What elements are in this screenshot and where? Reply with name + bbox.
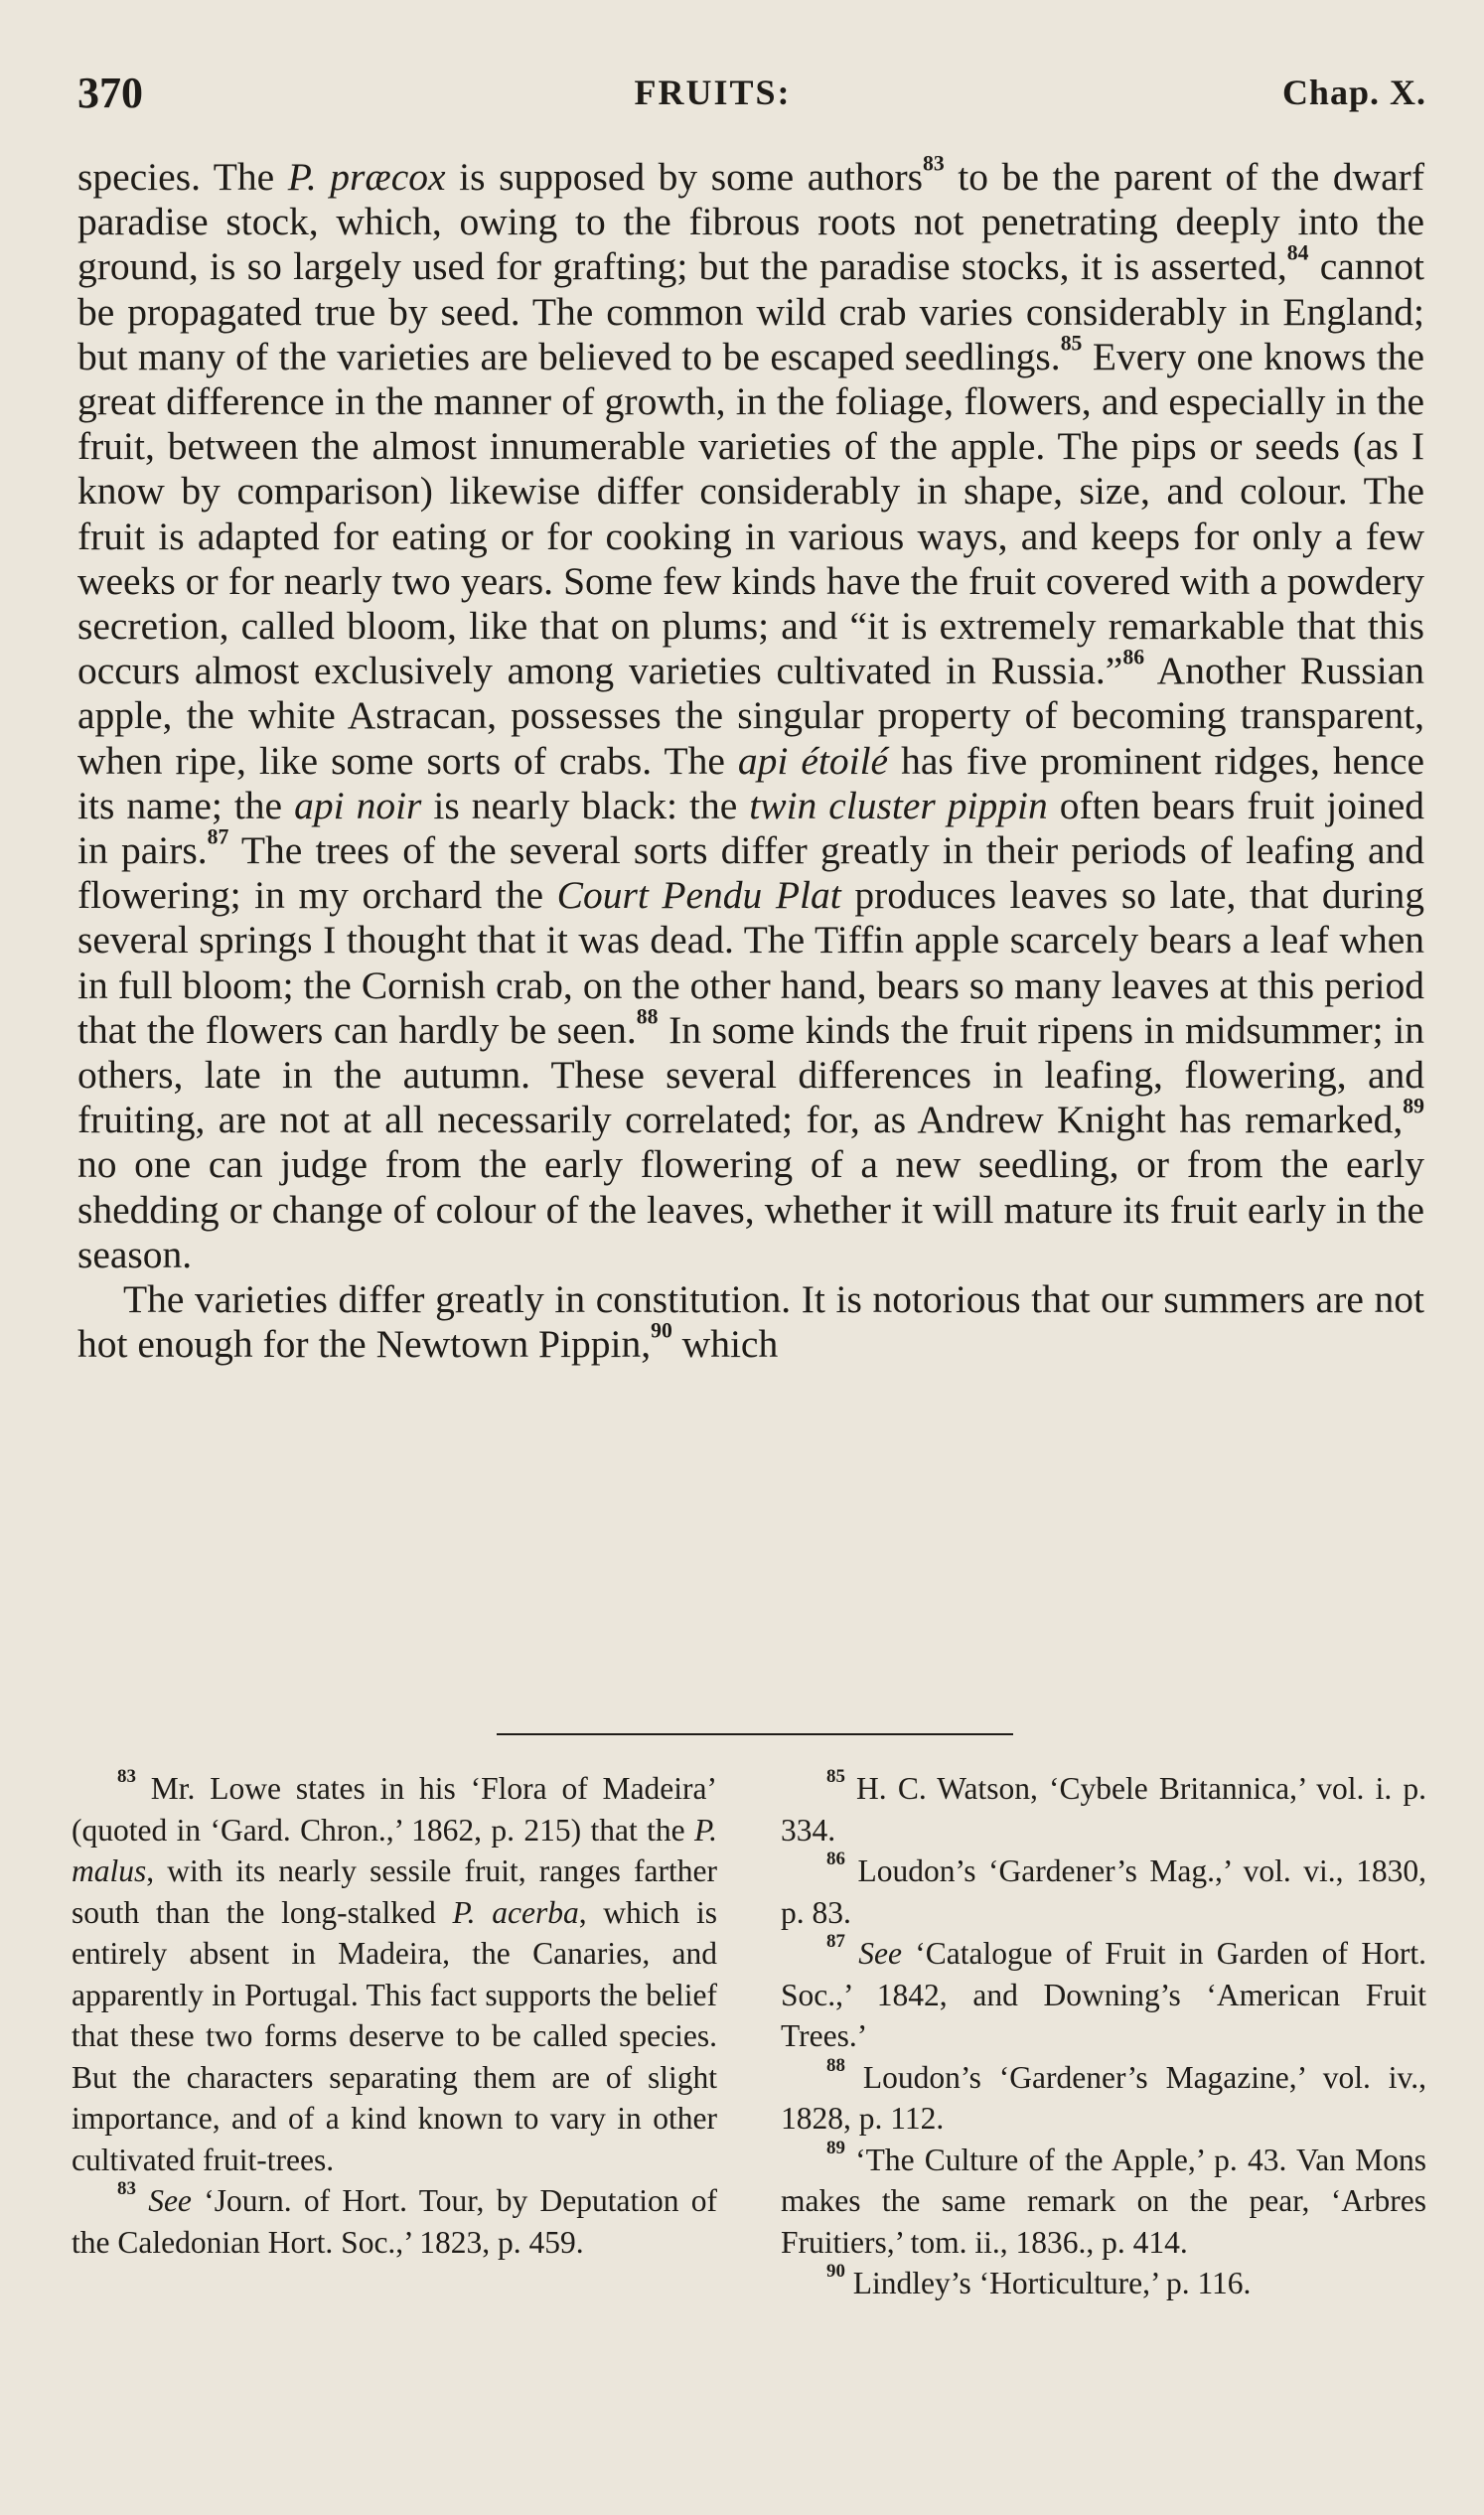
footnote-number: 87	[826, 1931, 845, 1952]
text-run: In some kinds the fruit ripens in midsummer; in others, late in the autumn. These several differences in leafing, flowering, and fruiting, are not at all necessarily correlated; for, as Andrew Knight has remarked,	[77, 1007, 1424, 1142]
text-run: to be the parent of the dwarf paradise stock, which, owing to the fibrous roots not penetrating deeply into the ground, is so largely used for grafting; but the paradise stocks, it is asserted,	[77, 155, 1424, 289]
italic-term: twin cluster pippin	[749, 783, 1048, 827]
footnote-ref: 83	[923, 151, 945, 176]
text-run: , with its nearly sessile fruit, ranges farther south than the long-stalked	[72, 1853, 717, 1930]
footnote-87	[781, 1933, 1426, 2057]
text-run: Loudon’s ‘Gardener’s Mag.,’ vol. vi., 1830, p. 83.	[781, 1853, 1426, 1930]
text-run: has five prominent ridges, hence its name; the	[77, 738, 1425, 827]
footnote-83	[72, 1768, 717, 2180]
footnote-number: 86	[826, 1849, 845, 1869]
text-run: which	[671, 1322, 779, 1367]
footnote-85	[781, 1768, 1426, 1850]
text-run: Lindley’s ‘Horticulture,’ p. 116.	[844, 2266, 1252, 2300]
text-run: ‘The Culture of the Apple,’ p. 43. Van Mons makes the same remark on the pear, ‘Arbres Fruitiers,’ tom. ii., 1836., p. 414.	[781, 2142, 1426, 2260]
italic-term: See	[858, 1936, 902, 1971]
text-run: ‘Catalogue of Fruit in Garden of Hort. Soc.,’ 1842, and Downing’s ‘American Fruit Trees.’	[781, 1936, 1426, 2053]
footnote-number: 85	[826, 1766, 845, 1787]
footnote-divider	[497, 1733, 1013, 1735]
chapter-label: Chap. X.	[1281, 73, 1426, 112]
footnote-number: 83	[117, 2178, 136, 2199]
footnote-ref: 89	[1403, 1094, 1424, 1118]
footnote-89	[781, 2137, 1426, 2264]
italic-term: P. malus	[72, 1812, 717, 1888]
footnote-ref: 86	[1122, 645, 1145, 669]
footnote-ref: 88	[636, 1004, 659, 1029]
footnote-ref: 84	[1286, 240, 1309, 265]
text-run: Every one knows the great difference in the manner of growth, in the foliage, flowers, and especially in the fruit, between the almost innumerable varieties of the apple. The pips or seeds (as I know by comparison) likewise differ considerably in shape, size, and colour. The fruit is adapted for eating or for cooking in various ways, and keeps for only a few weeks or for nearly two years. Some few kinds have the fruit covered with a powdery secretion, called bloom, like that on plums; and “it is extremely remarkable that this occurs almost exclusively among varieties cultivated in Russia.”	[77, 334, 1424, 693]
text-run: Mr. Lowe states in his ‘Flora of Madeira’ (quoted in ‘Gard. Chron.,’ 1862, p. 215) that the	[72, 1771, 717, 1848]
page-number: 370	[77, 68, 143, 117]
footnote-86	[781, 1850, 1426, 1933]
paragraph-1	[77, 151, 1425, 1277]
footnote-84	[72, 2180, 717, 2263]
text-run: ‘Journ. of Hort. Tour, by Deputation of the Caledonian Hort. Soc.,’ 1823, p. 459.	[72, 2183, 718, 2260]
text-run: species. The	[77, 155, 288, 199]
footnote-number: 90	[826, 2261, 845, 2282]
footnote-90	[781, 2263, 1426, 2304]
page-header	[77, 68, 1426, 117]
text-run: is nearly black: the	[421, 783, 750, 827]
main-text	[77, 151, 1425, 1367]
text-run: cannot be propagated true by seed. The common wild crab varies considerably in England; but many of the varieties are believed to be escaped seedlings.	[77, 244, 1424, 378]
text-run: The varieties differ greatly in constitution. It is notorious that our summers are not hot enough for the Newtown Pippin,	[77, 1277, 1424, 1367]
italic-term: api noir	[294, 783, 422, 827]
italic-term: P. præcox	[287, 155, 446, 199]
text-run: no one can judge from the early flowering of a new seedling, or from the early shedding or change of colour of the leaves, whether it will mature its fruit early in the season.	[77, 1142, 1424, 1276]
text-run: produces leaves so late, that during several springs I thought that it was dead. The Tiffin apple scarcely bears a leaf when in full bloom; the Cornish crab, on the other hand, bears so many leaves at this period that the flowers can hardly be seen.	[77, 873, 1424, 1052]
running-title: FRUITS:	[634, 73, 792, 112]
text-run: Another Russian apple, the white Astracan, possesses the singular property of becoming transparent, when ripe, like some sorts of crabs. The	[77, 649, 1424, 783]
text-run: , which is entirely absent in Madeira, the Canaries, and apparently in Portugal. This fact supports the belief that these two forms deserve to be called species. But the characters separating them are of slight importance, and of a kind known to vary in other cultivated fruit-trees.	[72, 1894, 717, 2177]
italic-term: P. acerba	[452, 1894, 579, 1930]
footnote-ref: 85	[1060, 331, 1083, 356]
footnote-number: 88	[826, 2054, 845, 2076]
footnote-number: 83	[117, 1766, 136, 1787]
paragraph-2	[77, 1277, 1424, 1367]
footnote-number: 89	[826, 2137, 845, 2158]
italic-term: See	[148, 2183, 192, 2218]
text-run: is supposed by some authors	[445, 155, 923, 199]
text-run: often bears fruit joined in pairs.	[77, 783, 1425, 873]
text-run: Loudon’s ‘Gardener’s Magazine,’ vol. iv., 1828, p. 112.	[781, 2059, 1426, 2136]
text-run: H. C. Watson, ‘Cybele Britannica,’ vol. i. p. 334.	[781, 1771, 1426, 1848]
footnote-88	[781, 2054, 1426, 2140]
footnote-ref: 87	[207, 824, 229, 849]
text-run: The trees of the several sorts differ greatly in their periods of leafing and flowering; in my orchard the	[77, 828, 1424, 918]
italic-term: Court Pendu Plat	[556, 873, 841, 918]
italic-term: api étoilé	[737, 738, 889, 783]
footnotes	[72, 1768, 1426, 2304]
footnote-ref: 90	[651, 1318, 672, 1343]
